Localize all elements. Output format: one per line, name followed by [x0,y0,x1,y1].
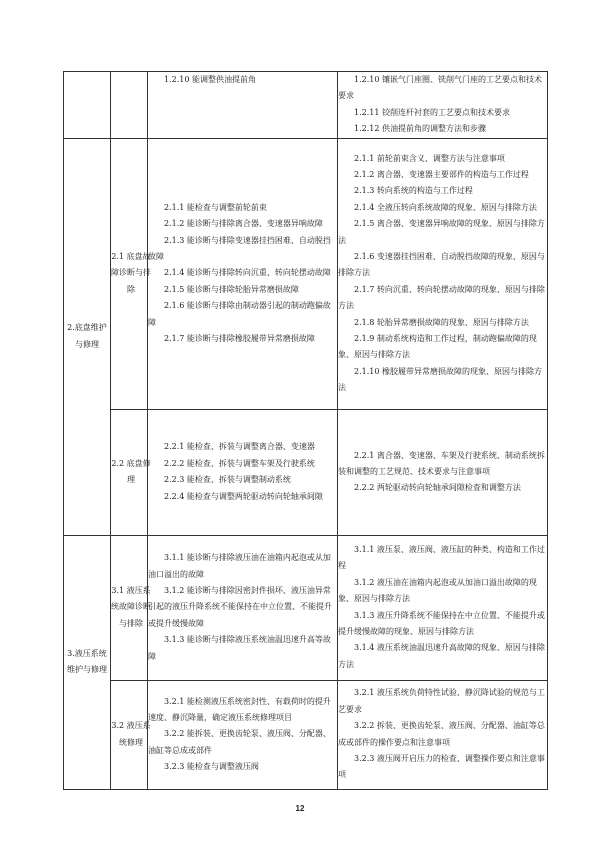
knowledge-item: 2.1.9 制动系统构造和工作过程，制动跑偏故障的现象、原因与排除方法 [338,334,537,360]
sub-cell: 2.2 底盘修理 [111,409,148,535]
content-item: 2.1.7 能诊断与排除橡胶履带异常磨损故障 [164,334,315,344]
knowledge-item: 2.1.8 轮胎异常磨损故障的现象、原因与排除方法 [354,317,529,327]
content-item: 3.1.1 能诊断与排除液压油在油箱内起泡或从加油口溢出的故障 [148,553,331,579]
table-row-3-1 [64,535,548,680]
content-item: 1.2.10 能调整供油提前角 [164,75,256,84]
knowledge-item: 3.1.4 液压系统油温迅速升高故障的现象、原因与排除方法 [338,643,545,669]
knowledge-item: 3.2.3 液压阀开启压力的检查、调整操作要点和注意事项 [338,754,545,780]
knowledge-item: 2.1.4 全液压转向系统故障的现象、原因与排除方法 [354,202,537,212]
knowledge-cell [338,535,548,680]
knowledge-item: 3.1.3 液压升降系统不能保持在中立位置、不能提升或提升缓慢故障的现象、原因与排除方法 [338,610,545,637]
sub-cell: 3.1 液压系统故障诊断与排除 [111,535,148,680]
content-item: 3.1.3 能诊断与排除液压系统油温迅速升高等故障 [148,635,331,661]
knowledge-item: 2.2.1 离合器、变速器、车架及行驶系统、制动系统拆装和调整的工艺规范、技术要求与注意事项 [338,450,545,476]
table-row-2-2 [64,409,548,535]
content-item: 2.1.4 能诊断与排除转向沉重、转向轮摆动故障 [164,268,331,278]
sub-cell: 2.1 底盘故障诊断与排除 [111,138,148,409]
content-cell [148,535,338,680]
knowledge-item: 3.2.1 液压系统负荷特性试验、静沉降试验的规范与工艺要求 [338,688,545,714]
content-item: 2.1.6 能诊断与排除由制动器引起的制动跑偏故障 [148,301,331,327]
content-item: 3.2.3 能检查与调整液压阀 [164,762,259,772]
content-item: 3.2.1 能检测液压系统密封性、有载荷时的提升速度、静沉降量，确定液压系统修理项目 [148,696,331,723]
knowledge-cell [338,680,548,789]
content-item: 3.1.2 能诊断与排除因密封件损坏、液压油异常引起的液压升降系统不能保持在中立位置、不能提升或提升缓慢故障 [148,586,332,628]
content-item: 2.1.2 能诊断与排除离合器、变速器异响故障 [164,219,323,229]
knowledge-item: 3.1.2 液压油在油箱内起泡或从加油口溢出故障的现象、原因与排除方法 [338,577,537,604]
table-row-1-2 [64,72,548,139]
content-item: 2.2.1 能检查、拆装与调整离合器、变速器 [164,442,315,452]
knowledge-item: 2.1.6 变速器挂挡困难、自动脱挡故障的现象、原因与排除方法 [338,252,545,278]
knowledge-cell [338,409,548,535]
knowledge-item: 2.1.7 转向沉重、转向轮摆动故障的现象、原因与排除方法 [338,284,545,311]
knowledge-item: 2.1.2 离合器、变速器主要部件的构造与工作过程 [354,169,529,179]
unit-cell: 3.液压系统维护与修理 [64,535,111,789]
page-number: 12 [295,804,305,813]
content-cell [148,72,338,139]
knowledge-item: 2.1.3 转向系统的构造与工作过程 [354,186,473,196]
unit-cell: 2.底盘维护与修理 [64,138,111,535]
sub-cell: 3.2 液压系统修理 [111,680,148,789]
table-row-2-1 [64,138,548,409]
content-item: 2.1.3 能诊断与排除变速器挂挡困难、自动脱挡故障 [148,235,331,262]
knowledge-item: 2.1.5 离合器、变速器异响故障的现象、原因与排除方法 [338,219,545,245]
knowledge-item: 1.2.11 铰削连杆衬套的工艺要点和技术要求 [354,107,510,117]
knowledge-item: 2.1.1 前轮前束含义、调整方法与注意事项 [354,153,505,163]
table-row-3-2 [64,680,548,789]
knowledge-item: 2.1.10 橡胶履带异常磨损故障的现象、原因与排除方法 [338,366,542,393]
content-item: 2.2.2 能检查、拆装与调整车架及行驶系统 [164,458,315,468]
standard-table [63,71,548,790]
content-cell [148,138,338,409]
knowledge-item: 1.2.10 镶嵌气门座圈、铣削气门座的工艺要点和技术要求 [338,75,542,101]
content-item: 2.1.5 能诊断与排除轮胎异常磨损故障 [164,284,299,294]
knowledge-item: 2.2.2 两轮驱动转向轮轴承间隙检查和调整方法 [354,483,521,493]
content-item: 2.2.3 能检查、拆装与调整制动系统 [164,475,291,485]
knowledge-cell [338,72,548,139]
knowledge-item: 3.1.1 液压泵、液压阀、液压缸的种类、构造和工作过程 [338,545,545,571]
content-item: 2.1.1 能检查与调整前轮前束 [164,202,267,212]
content-cell [148,680,338,789]
unit-cell-empty [64,72,111,139]
knowledge-cell [338,138,548,409]
content-item: 3.2.2 能拆装、更换齿轮泵、液压阀、分配器、油缸等总成或部件 [148,729,331,755]
content-item: 2.2.4 能检查与调整两轮驱动转向轮轴承间隙 [164,491,323,501]
knowledge-item: 1.2.12 供油提前角的调整方法和步骤 [354,124,486,134]
sub-cell-empty [111,72,148,139]
knowledge-item: 3.2.2 拆装、更换齿轮泵、液压阀、分配器、油缸等总成或部件的操作要点和注意事项 [338,721,545,747]
content-cell [148,409,338,535]
